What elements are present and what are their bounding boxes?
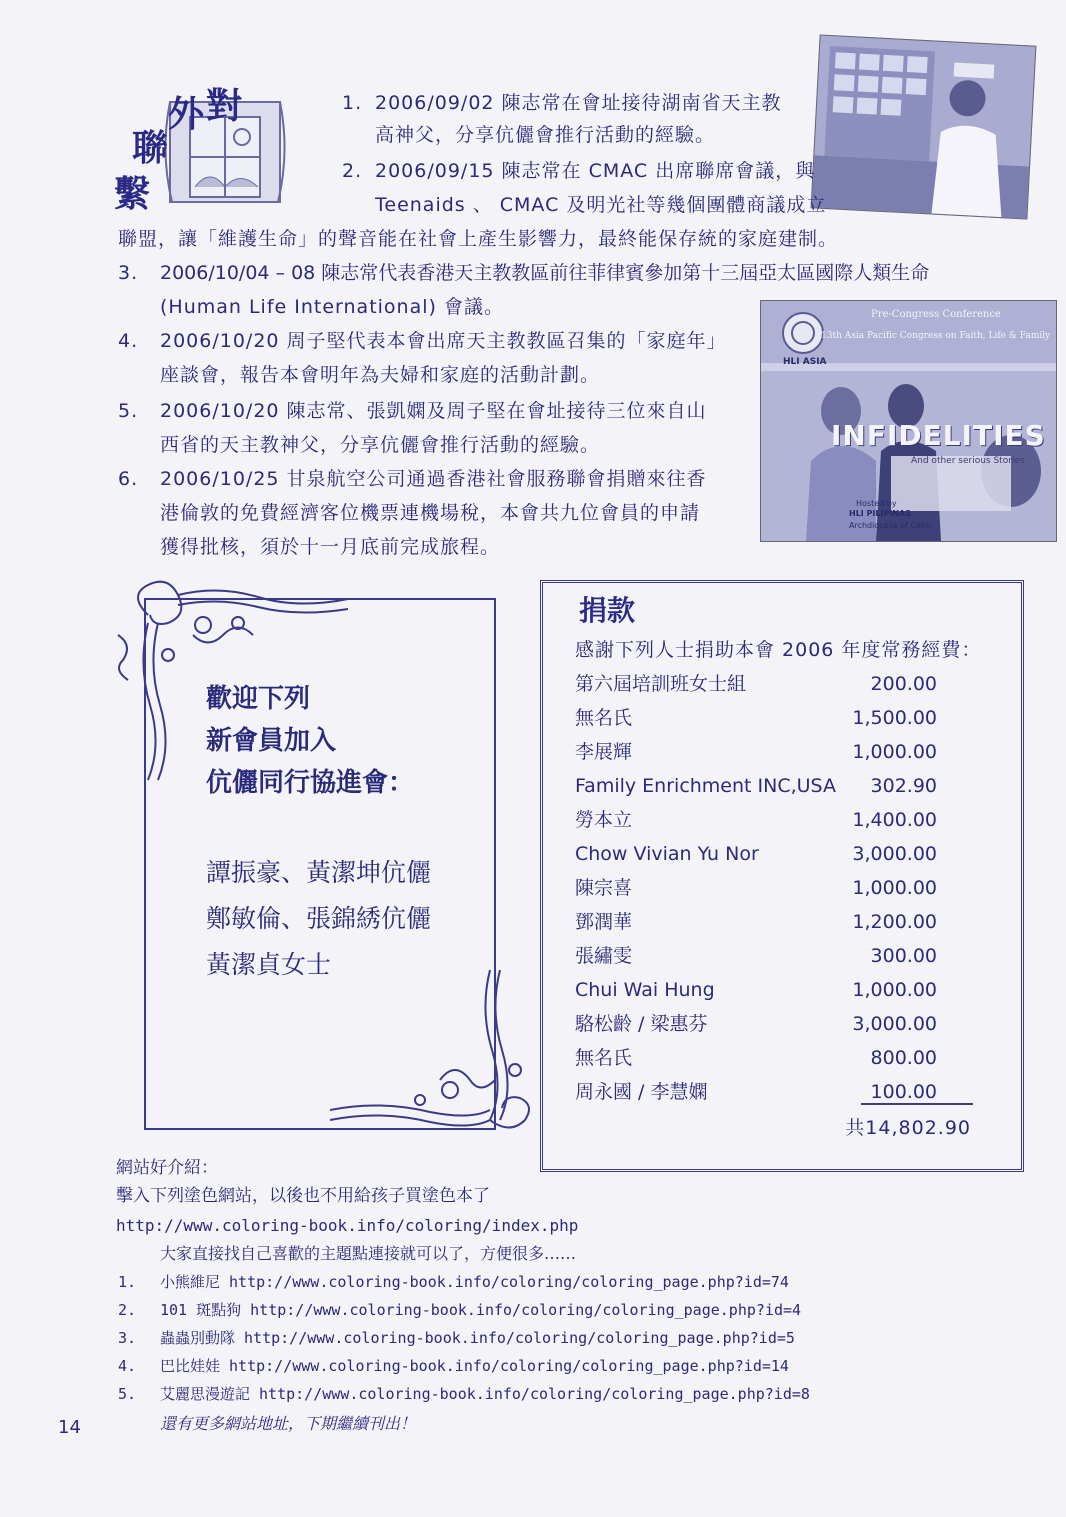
donor-name: 鄧潤華 bbox=[575, 911, 633, 933]
donation-amount: 3,000.00 bbox=[852, 1013, 937, 1035]
item-5-line-2: 西省的天主教神父，分享伉儷會推行活動的經驗。 bbox=[160, 434, 601, 456]
donation-row bbox=[543, 769, 1021, 803]
poster-title-2: 13th Asia Pacific Congress on Faith, Life & Family bbox=[821, 331, 1051, 341]
donation-row bbox=[543, 803, 1021, 837]
donation-row bbox=[543, 1041, 1021, 1075]
donor-name: 陳宗喜 bbox=[575, 877, 633, 899]
donation-amount: 1,000.00 bbox=[852, 741, 937, 763]
donation-row bbox=[543, 905, 1021, 939]
donation-row bbox=[543, 837, 1021, 871]
item-4-line-2: 座談會，報告本會明年為夫婦和家庭的活動計劃。 bbox=[160, 364, 601, 386]
donor-name: 勞本立 bbox=[575, 809, 633, 831]
website-3-link[interactable]: 蟲蟲別動隊 http://www.coloring-book.info/coloring/coloring_page.php?id=5 bbox=[160, 1329, 795, 1347]
donations-total: 共14,802.90 bbox=[845, 1117, 971, 1139]
welcome-line-3: 伉儷同行協進會： bbox=[206, 768, 415, 798]
poster-diocese: Archdiocese of Cebu bbox=[849, 521, 932, 530]
donor-name: 張繡雯 bbox=[575, 945, 633, 967]
page-number: 14 bbox=[58, 1417, 81, 1438]
item-2-line-2: Teenaids 、 CMAC 及明光社等幾個團體商議成立 bbox=[375, 194, 827, 216]
website-3-num: 3. bbox=[118, 1329, 137, 1347]
poster-big-word: INFIDELITIES bbox=[831, 419, 1046, 452]
poster-host-name: HLI PILIPINAS bbox=[849, 509, 911, 518]
donor-name: 無名氏 bbox=[575, 1047, 633, 1069]
item-1-line-2: 高神父，分享伉儷會推行活動的經驗。 bbox=[375, 124, 716, 146]
websites-title: 網站好介紹： bbox=[116, 1158, 218, 1178]
item-2-num: 2. bbox=[342, 160, 363, 182]
ornament-bottom-right bbox=[330, 960, 550, 1145]
donations-box bbox=[540, 580, 1024, 1172]
conference-poster bbox=[760, 300, 1057, 542]
item-5-num: 5. bbox=[118, 400, 139, 422]
item-6-line-1: 2006/10/25 甘泉航空公司通過香港社會服務聯會捐贈來往香 bbox=[160, 468, 707, 490]
donations-list bbox=[543, 667, 1021, 1107]
member-3: 黃潔貞女士 bbox=[206, 950, 332, 979]
donation-row bbox=[543, 939, 1021, 973]
welcome-line-1: 歡迎下列 bbox=[206, 684, 311, 714]
donation-amount: 1,400.00 bbox=[852, 809, 937, 831]
websites-main-url[interactable]: http://www.coloring-book.info/coloring/index.php bbox=[116, 1216, 579, 1235]
top-photo bbox=[811, 34, 1037, 219]
donations-intro: 感謝下列人士捐助本會 2006 年度常務經費： bbox=[575, 639, 982, 661]
website-2-num: 2. bbox=[118, 1301, 137, 1319]
item-5-line-1: 2006/10/20 陳志常、張凱嫻及周子堅在會址接待三位來自山 bbox=[160, 400, 707, 422]
item-6-line-3: 獲得批核，須於十一月底前完成旅程。 bbox=[160, 536, 501, 558]
item-1-line-1: 2006/09/02 陳志常在會址接待湖南省天主教 bbox=[375, 92, 782, 114]
item-2-line-1: 2006/09/15 陳志常在 CMAC 出席聯席會議，與 bbox=[375, 160, 816, 182]
item-3-num: 3. bbox=[118, 262, 139, 284]
donor-name: Family Enrichment INC,USA bbox=[575, 775, 836, 797]
member-2: 鄭敏倫、張錦綉伉儷 bbox=[206, 904, 432, 933]
donation-amount: 300.00 bbox=[870, 945, 937, 967]
poster-org: HLI ASIA bbox=[783, 357, 827, 367]
heading-char-3: 聯 bbox=[132, 127, 169, 169]
heading-char-2: 對 bbox=[206, 85, 243, 127]
item-6-num: 6. bbox=[118, 468, 139, 490]
donations-title: 捐款 bbox=[579, 594, 636, 627]
donation-amount: 1,000.00 bbox=[852, 877, 937, 899]
donation-row bbox=[543, 667, 1021, 701]
donation-amount: 200.00 bbox=[870, 673, 937, 695]
donor-name: 駱松齡 / 梁惠芬 bbox=[575, 1013, 708, 1035]
donation-amount: 1,000.00 bbox=[852, 979, 937, 1001]
websites-note: 大家直接找自己喜歡的主題點連接就可以了，方便很多…… bbox=[160, 1244, 577, 1263]
heading-char-4: 繫 bbox=[114, 173, 151, 215]
donation-amount: 302.90 bbox=[870, 775, 937, 797]
item-2-line-3: 聯盟，讓「維護生命」的聲音能在社會上產生影響力，最終能保存統的家庭建制。 bbox=[118, 228, 839, 250]
item-4-line-1: 2006/10/20 周子堅代表本會出席天主教教區召集的「家庭年」 bbox=[160, 330, 727, 352]
donor-name: 李展輝 bbox=[575, 741, 633, 763]
website-5-num: 5. bbox=[118, 1385, 137, 1403]
website-5-link[interactable]: 艾麗思漫遊記 http://www.coloring-book.info/coloring/coloring_page.php?id=8 bbox=[160, 1385, 810, 1403]
heading-block bbox=[110, 80, 340, 220]
donor-name: 第六屆培訓班女士組 bbox=[575, 673, 747, 695]
heading-char-1: 外 bbox=[168, 93, 205, 135]
websites-intro: 擊入下列塗色網站，以後也不用給孩子買塗色本了 bbox=[116, 1186, 490, 1206]
welcome-line-2: 新會員加入 bbox=[206, 726, 337, 756]
donation-amount: 3,000.00 bbox=[852, 843, 937, 865]
donation-amount: 100.00 bbox=[870, 1081, 937, 1103]
donation-amount: 800.00 bbox=[870, 1047, 937, 1069]
item-6-line-2: 港倫敦的免費經濟客位機票連機場稅，本會共九位會員的申請 bbox=[160, 502, 701, 524]
poster-subtitle: And other serious Stories bbox=[911, 456, 1025, 466]
item-1-num: 1. bbox=[342, 92, 363, 114]
item-3-line-1: 2006/10/04 – 08 陳志常代表香港天主教教區前往菲律賓參加第十三屆亞太區國際人類生命 bbox=[160, 262, 930, 284]
website-4-link[interactable]: 巴比娃娃 http://www.coloring-book.info/coloring/coloring_page.php?id=14 bbox=[160, 1357, 789, 1375]
item-4-num: 4. bbox=[118, 330, 139, 352]
item-3-line-2: (Human Life International) 會議。 bbox=[160, 296, 504, 318]
poster-hosted: Hosted by bbox=[856, 499, 897, 508]
donation-row bbox=[543, 735, 1021, 769]
donation-amount: 1,500.00 bbox=[852, 707, 937, 729]
donor-name: Chow Vivian Yu Nor bbox=[575, 843, 759, 865]
website-4-num: 4. bbox=[118, 1357, 137, 1375]
donation-amount: 1,200.00 bbox=[852, 911, 937, 933]
donor-name: Chui Wai Hung bbox=[575, 979, 715, 1001]
website-1-link[interactable]: 小熊維尼 http://www.coloring-book.info/coloring/coloring_page.php?id=74 bbox=[160, 1273, 789, 1291]
donation-row bbox=[543, 871, 1021, 905]
donor-name: 周永國 / 李慧嫻 bbox=[575, 1081, 708, 1103]
donation-row bbox=[543, 973, 1021, 1007]
websites-more: 還有更多網站地址，下期繼續刊出！ bbox=[160, 1414, 417, 1433]
member-1: 譚振豪、黃潔坤伉儷 bbox=[206, 858, 432, 887]
donation-row bbox=[543, 1007, 1021, 1041]
donor-name: 無名氏 bbox=[575, 707, 633, 729]
total-rule bbox=[861, 1103, 973, 1105]
donation-row bbox=[543, 701, 1021, 735]
poster-title-1: Pre-Congress Conference bbox=[871, 309, 1001, 320]
website-2-link[interactable]: 101 斑點狗 http://www.coloring-book.info/coloring/coloring_page.php?id=4 bbox=[160, 1301, 802, 1319]
website-1-num: 1. bbox=[118, 1273, 137, 1291]
